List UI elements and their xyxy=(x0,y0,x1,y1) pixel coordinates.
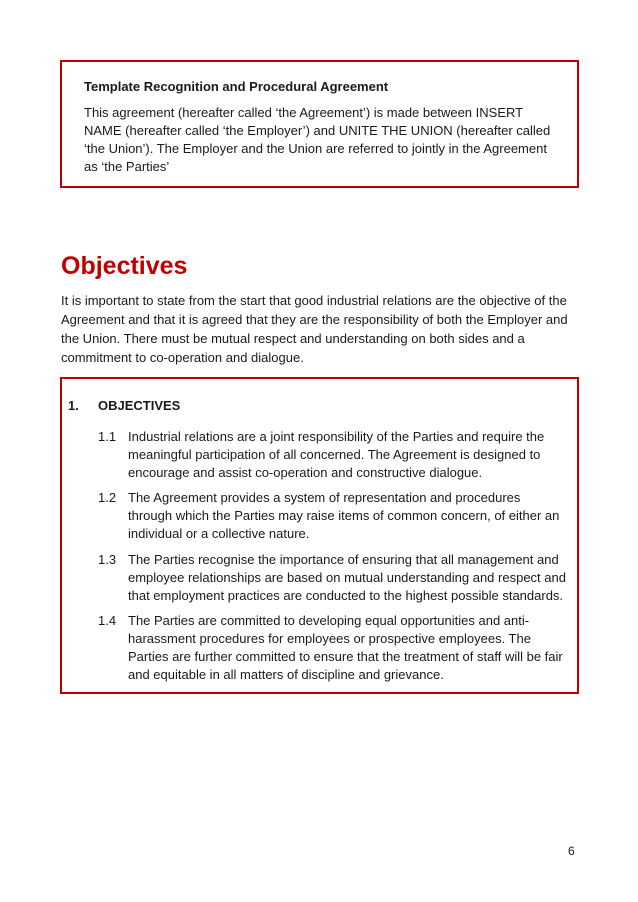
clause-text: The Parties recognise the importance of ensuring that all management and employee relationships are based on mutual understanding and respect and that employment practices are conducted to the highest possible standards. xyxy=(128,552,566,603)
section-number: 1. xyxy=(68,398,79,413)
agreement-title: Template Recognition and Procedural Agreement xyxy=(84,79,389,94)
clause-text: The Parties are committed to developing equal opportunities and anti-harassment procedures for employees or prospective employees. The Parties are further committed to ensure that the treatment of staff will be fair and equitable in all matters of discipline and grievance. xyxy=(128,613,563,682)
page-number: 6 xyxy=(568,844,575,858)
objectives-clause-box xyxy=(60,377,579,694)
section-title: OBJECTIVES xyxy=(98,398,181,413)
clause-number: 1.4 xyxy=(98,613,117,628)
clause-text: The Agreement provides a system of representation and procedures through which the Parties may raise items of common concern, of either an individual or a collective nature. xyxy=(128,490,560,541)
clause-item xyxy=(98,428,568,482)
objectives-heading: Objectives xyxy=(61,252,188,280)
clause-item xyxy=(98,551,568,605)
agreement-intro-text: This agreement (hereafter called ‘the Agreement’) is made between INSERT NAME (hereafter called ‘the Employer’) and UNITE THE UNION (hereafter called ‘the Union’). The Employer and the Union are referred to jointly in the Agreement as ‘the Parties’ xyxy=(84,105,551,174)
objectives-paragraph: It is important to state from the start that good industrial relations are the objective of the Agreement and that it is agreed that they are the responsibility of both the Employer and the Union. There must be mutual respect and understanding on both sides and a commitment to co-operation and dialogue. xyxy=(61,293,568,365)
clause-number: 1.3 xyxy=(98,552,117,567)
clause-number: 1.1 xyxy=(98,429,117,444)
clause-item xyxy=(98,489,568,543)
clause-item xyxy=(98,612,568,684)
agreement-intro-box xyxy=(60,60,579,188)
clause-number: 1.2 xyxy=(98,490,117,505)
clause-text: Industrial relations are a joint responsibility of the Parties and require the meaningful participation of all concerned. The Agreement is designed to encourage and assist co-operation and constructive dialogue. xyxy=(128,429,545,480)
